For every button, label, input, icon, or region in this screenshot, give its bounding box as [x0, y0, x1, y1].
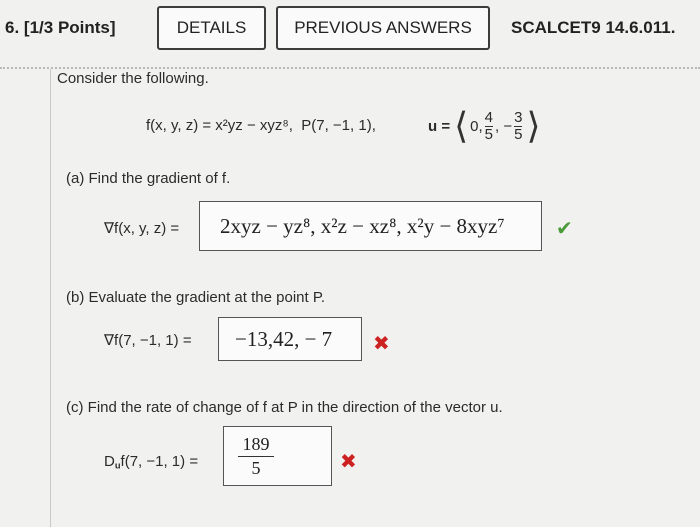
- part-c-numerator: 189: [242, 433, 270, 454]
- part-c-answer-box[interactable]: [223, 426, 332, 486]
- part-c-lhs: $D_uf(7$, −1, 1) =: [104, 453, 199, 471]
- vector-label: u =: [428, 117, 451, 135]
- vector-separator: , −: [495, 117, 513, 135]
- right-angle-bracket: ⟩: [526, 105, 541, 146]
- incorrect-x-icon-c: ✖: [340, 451, 357, 473]
- function-formula: f(x, y, z) = x²yz − xyz⁸,: [146, 117, 293, 134]
- part-a-lhs: ∇f(x, y, z) =: [104, 220, 180, 237]
- left-border: [50, 69, 51, 527]
- part-a-answer-box[interactable]: [199, 201, 542, 251]
- point-p: P(7, −1, 1),: [301, 117, 376, 134]
- correct-check-icon: ✔: [556, 218, 573, 240]
- intro-text: Consider the following.: [57, 70, 209, 87]
- question-header: [5, 18, 116, 38]
- problem-code: SCALCET9 14.6.011.: [511, 18, 676, 37]
- vector-fraction-1: [485, 110, 493, 143]
- vector-u: [428, 106, 541, 146]
- part-a-answer: 2xyz − yz⁸, x²z − xz⁸, x²y − 8xyz⁷: [220, 213, 505, 238]
- frac1-num: 4: [484, 108, 493, 126]
- frac2-num: 3: [514, 108, 523, 126]
- function-definition: [146, 117, 376, 134]
- details-button[interactable]: DETAILS: [157, 6, 266, 50]
- vector-fraction-2: [514, 110, 522, 143]
- part-b-lhs: ∇f(7, −1, 1) =: [104, 332, 192, 349]
- part-b-prompt: (b) Evaluate the gradient at the point P.: [66, 289, 326, 306]
- incorrect-x-icon: ✖: [373, 333, 390, 355]
- frac1-den: 5: [484, 125, 493, 143]
- previous-answers-button[interactable]: PREVIOUS ANSWERS: [276, 6, 490, 50]
- part-b-answer: −13,42, − 7: [235, 326, 333, 351]
- divider: [0, 67, 700, 69]
- left-angle-bracket: ⟨: [454, 105, 469, 146]
- frac2-den: 5: [514, 125, 523, 143]
- vector-first-component: 0,: [470, 117, 483, 135]
- part-c-prompt: (c) Find the rate of change of f at P in the direction of the vector u.: [66, 399, 503, 416]
- part-c-answer-fraction: [238, 435, 274, 478]
- part-a-prompt: (a) Find the gradient of f.: [66, 170, 231, 187]
- question-number: 6.: [5, 18, 20, 37]
- part-c-denominator: 5: [251, 457, 261, 478]
- part-c-fraction-bar: [238, 456, 274, 457]
- points-label: [1/3 Points]: [23, 18, 116, 37]
- part-b-answer-box[interactable]: [218, 317, 362, 361]
